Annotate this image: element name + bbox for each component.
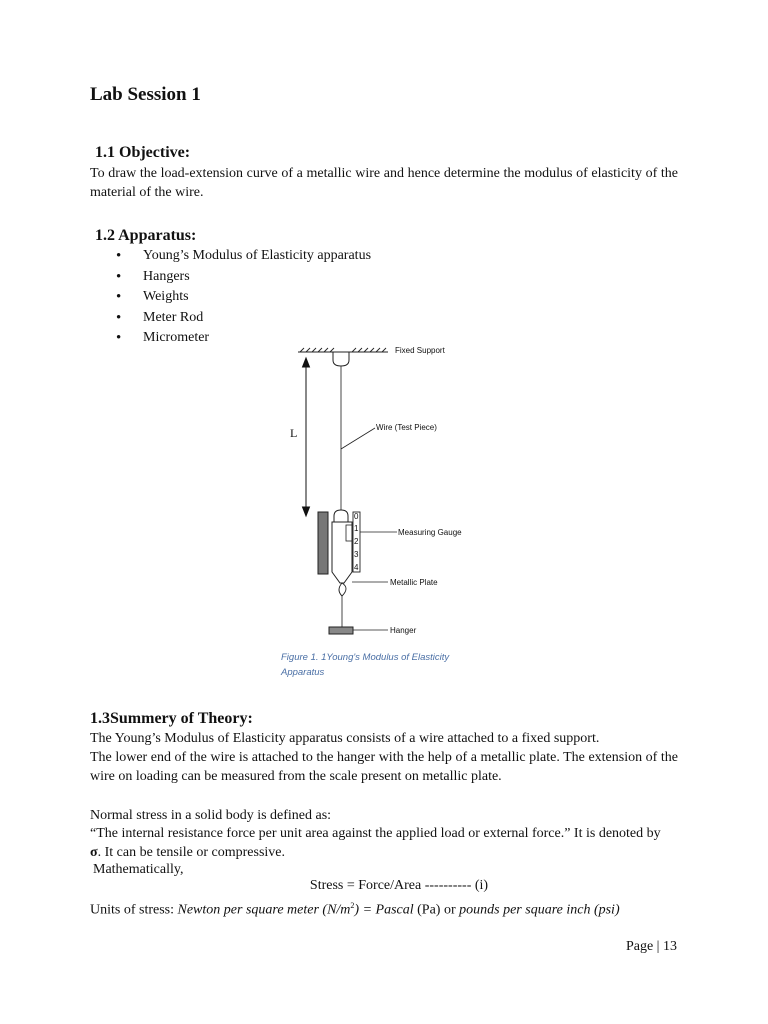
units-newton: Newton per square meter (N/m <box>177 902 351 918</box>
apparatus-item: • Micrometer <box>112 328 371 349</box>
hook <box>339 583 346 596</box>
stress-units <box>90 896 710 920</box>
scale-tick-label: 0 <box>354 512 359 521</box>
apparatus-item: • Young’s Modulus of Elasticity apparatus <box>112 246 371 267</box>
units-pascal: ) = Pascal <box>354 902 414 918</box>
apparatus-item: • Hangers <box>112 267 371 288</box>
left-plate <box>318 512 328 574</box>
apparatus-item: • Weights <box>112 287 371 308</box>
length-label: L <box>290 426 298 440</box>
theory-p3: Normal stress in a solid body is defined as: <box>90 808 332 823</box>
theory-heading: 1.3Summery of Theory: <box>90 710 253 727</box>
apparatus-item: • Meter Rod <box>112 308 371 329</box>
gauge-label: Measuring Gauge <box>398 528 462 537</box>
fixed-support <box>298 348 388 352</box>
theory-p2: The lower end of the wire is attached to the hanger with the help of a metallic plate. The extension of the wire on loading can be measured from the scale present on metallic plate. <box>90 750 678 784</box>
theory-p4 <box>90 824 690 862</box>
stress-definition-quote: “The internal resistance force per unit area against the applied load or external force.” It is denoted by <box>90 826 661 841</box>
scale-tick-label: 2 <box>354 537 359 546</box>
theory-p1: The Young’s Modulus of Elasticity apparatus consists of a wire attached to a fixed support. <box>90 731 600 746</box>
sigma-symbol: σ <box>90 845 98 860</box>
stress-equation: Stress = Force/Area ---------- (i) <box>309 878 489 893</box>
scale-tick-label: 4 <box>354 563 359 572</box>
plate-label: Metallic Plate <box>390 578 438 587</box>
scale-tick-label: 1 <box>354 524 359 533</box>
figure-caption: Figure 1. 1Young's Modulus of Elasticity Apparatus <box>281 652 450 678</box>
youngs-modulus-apparatus-figure <box>280 340 480 645</box>
hanger-label: Hanger <box>390 626 417 635</box>
units-prefix: Units of stress: <box>90 902 178 918</box>
wire-label: Wire (Test Piece) <box>376 423 437 432</box>
page-title: Lab Session 1 <box>90 84 201 105</box>
apparatus-list <box>112 246 371 349</box>
top-clamp <box>333 352 349 366</box>
scale-tick-label: 3 <box>354 550 359 559</box>
measuring-gauge <box>332 522 352 583</box>
fixed-support-label: Fixed Support <box>395 346 445 355</box>
lower-clamp <box>334 510 348 522</box>
objective-heading: 1.1 Objective: <box>95 144 191 161</box>
units-superscript: 2 <box>350 901 355 910</box>
mathematically-label: Mathematically, <box>93 862 184 877</box>
hanger <box>329 627 353 634</box>
stress-definition-end: . It can be tensile or compressive. <box>97 845 286 860</box>
units-psi: pounds per square inch (psi) <box>459 902 620 918</box>
apparatus-heading: 1.2 Apparatus: <box>95 227 197 244</box>
length-arrow <box>303 358 310 516</box>
units-pa: (Pa) or <box>413 902 460 918</box>
objective-text: To draw the load-extension curve of a metallic wire and hence determine the modulus of elasticity of the material of the wire. <box>90 166 678 200</box>
page-number: Page | 13 <box>625 939 677 954</box>
